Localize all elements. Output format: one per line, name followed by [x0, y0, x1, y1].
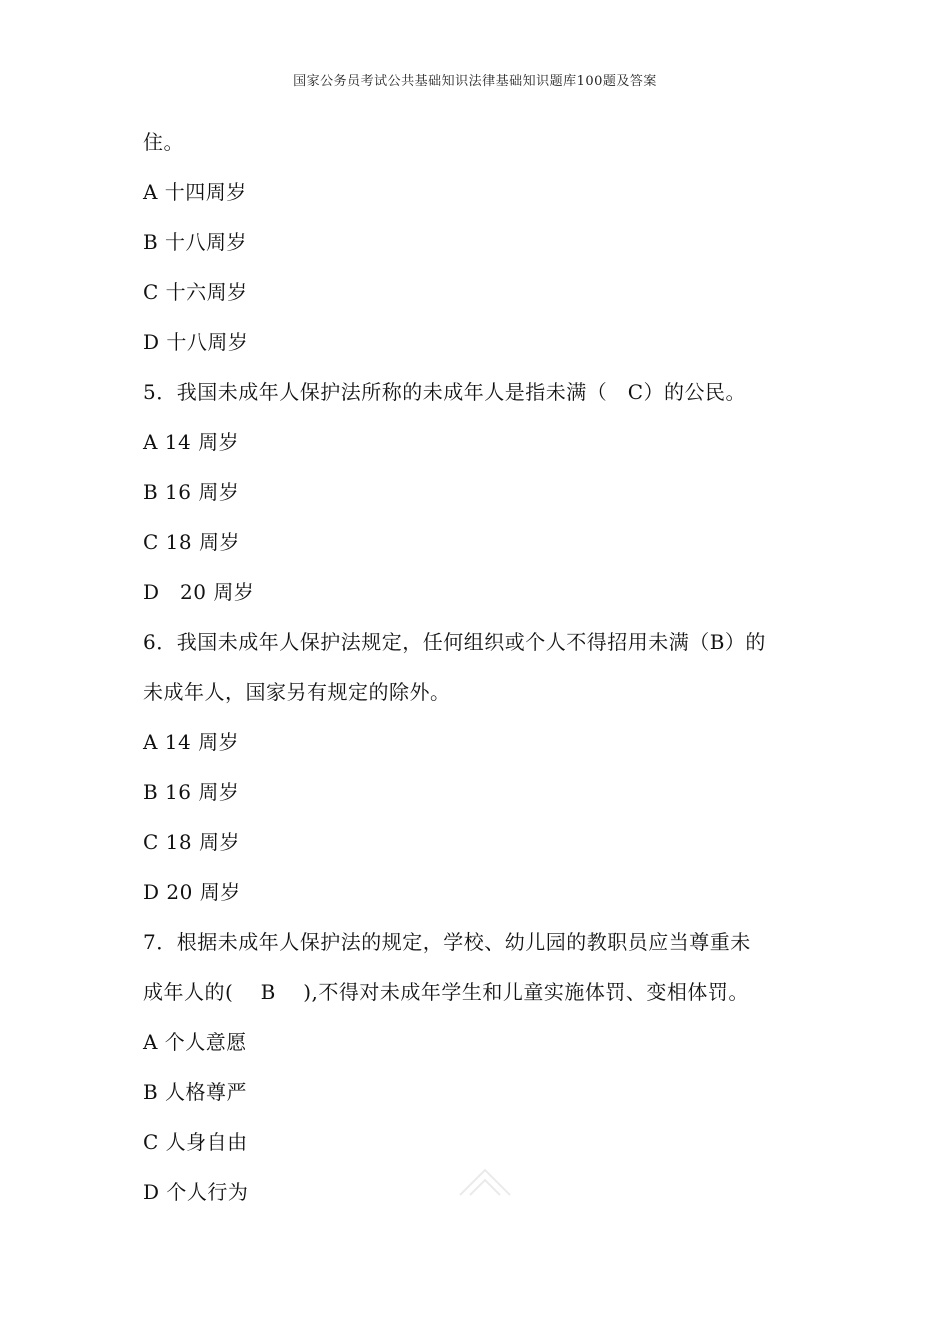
- question-6-line-2: 未成年人，国家另有规定的除外。: [143, 680, 451, 704]
- document-body: [143, 117, 823, 1217]
- q7-option-d: D 个人行为: [143, 1180, 249, 1204]
- q4-option-d: D 十八周岁: [143, 330, 249, 354]
- page-header-title: 国家公务员考试公共基础知识法律基础知识题库100题及答案: [293, 74, 657, 89]
- question-7-line-1: 7．根据未成年人保护法的规定，学校、幼儿园的教职员应当尊重未: [143, 930, 751, 954]
- question-7-line-2: 成年人的( B ),不得对未成年学生和儿童实施体罚、变相体罚。: [143, 980, 749, 1004]
- q6-option-c: C 18 周岁: [143, 830, 240, 854]
- q6-option-d: D 20 周岁: [143, 880, 241, 904]
- q6-option-a: A 14 周岁: [143, 730, 240, 754]
- q7-option-b: B 人格尊严: [143, 1080, 248, 1104]
- q4-option-b: B 十八周岁: [143, 230, 248, 254]
- q5-option-b: B 16 周岁: [143, 480, 240, 504]
- q5-option-c: C 18 周岁: [143, 530, 240, 554]
- faint-watermark-mark: [455, 1165, 515, 1205]
- question-4-continuation: 住。: [143, 130, 184, 154]
- q4-option-c: C 十六周岁: [143, 280, 248, 304]
- q4-option-a: A 十四周岁: [143, 180, 247, 204]
- question-6-line-1: 6．我国未成年人保护法规定，任何组织或个人不得招用未满（B）的: [143, 630, 766, 654]
- q6-option-b: B 16 周岁: [143, 780, 240, 804]
- question-5: 5．我国未成年人保护法所称的未成年人是指未满（ C）的公民。: [143, 380, 747, 404]
- q5-option-d: D 20 周岁: [143, 580, 255, 604]
- q7-option-c: C 人身自由: [143, 1130, 248, 1154]
- q7-option-a: A 个人意愿: [143, 1030, 247, 1054]
- q5-option-a: A 14 周岁: [143, 430, 240, 454]
